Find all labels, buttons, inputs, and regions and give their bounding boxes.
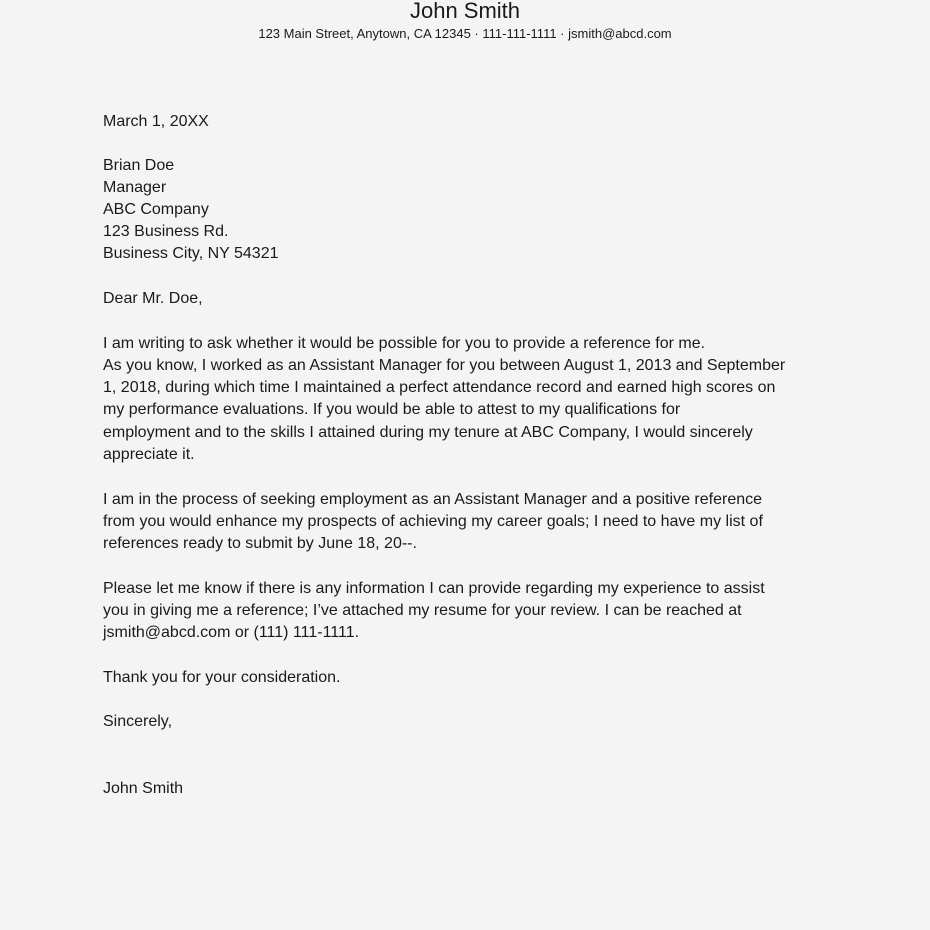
paragraph1-line: appreciate it. [103, 446, 195, 463]
paragraph2-line: from you would enhance my prospects of achieving my career goals; I need to have my list of [103, 513, 763, 530]
closing: Sincerely, [103, 713, 173, 730]
paragraph3-line: Please let me know if there is any information I can provide regarding my experience to assist [103, 580, 765, 597]
recipient-name: Brian Doe [103, 157, 175, 174]
paragraph1-line: As you know, I worked as an Assistant Manager for you between August 1, 2013 and September [103, 357, 786, 374]
thanks-line: Thank you for your consideration. [103, 669, 341, 686]
paragraph2-line: I am in the process of seeking employment as an Assistant Manager and a positive reference [103, 491, 763, 508]
paragraph3-line: you in giving me a reference; I’ve attached my resume for your review. I can be reached at [103, 602, 742, 619]
recipient-city: Business City, NY 54321 [103, 245, 279, 262]
recipient-street: 123 Business Rd. [103, 223, 229, 240]
paragraph1-line: I am writing to ask whether it would be possible for you to provide a reference for me. [103, 335, 706, 352]
paragraph1-line: 1, 2018, during which time I maintained a perfect attendance record and earned high scores on [103, 379, 776, 396]
recipient-company: ABC Company [103, 201, 209, 218]
paragraph2-line: references ready to submit by June 18, 20--. [103, 535, 417, 552]
salutation: Dear Mr. Doe, [103, 290, 203, 307]
paragraph1-line: employment and to the skills I attained during my tenure at ABC Company, I would sincerely [103, 424, 753, 441]
signature-name: John Smith [103, 780, 184, 797]
paragraph3-line: jsmith@abcd.com or (111) 111-1111. [103, 624, 360, 641]
paragraph1-line: my performance evaluations. If you would be able to attest to my qualifications for [103, 401, 681, 418]
sender-name: John Smith [409, 0, 521, 23]
letter-date: March 1, 20XX [103, 113, 209, 130]
recipient-title: Manager [103, 179, 167, 196]
sender-contact: 123 Main Street, Anytown, CA 12345 · 111-111-1111 · jsmith@abcd.com [258, 26, 672, 41]
